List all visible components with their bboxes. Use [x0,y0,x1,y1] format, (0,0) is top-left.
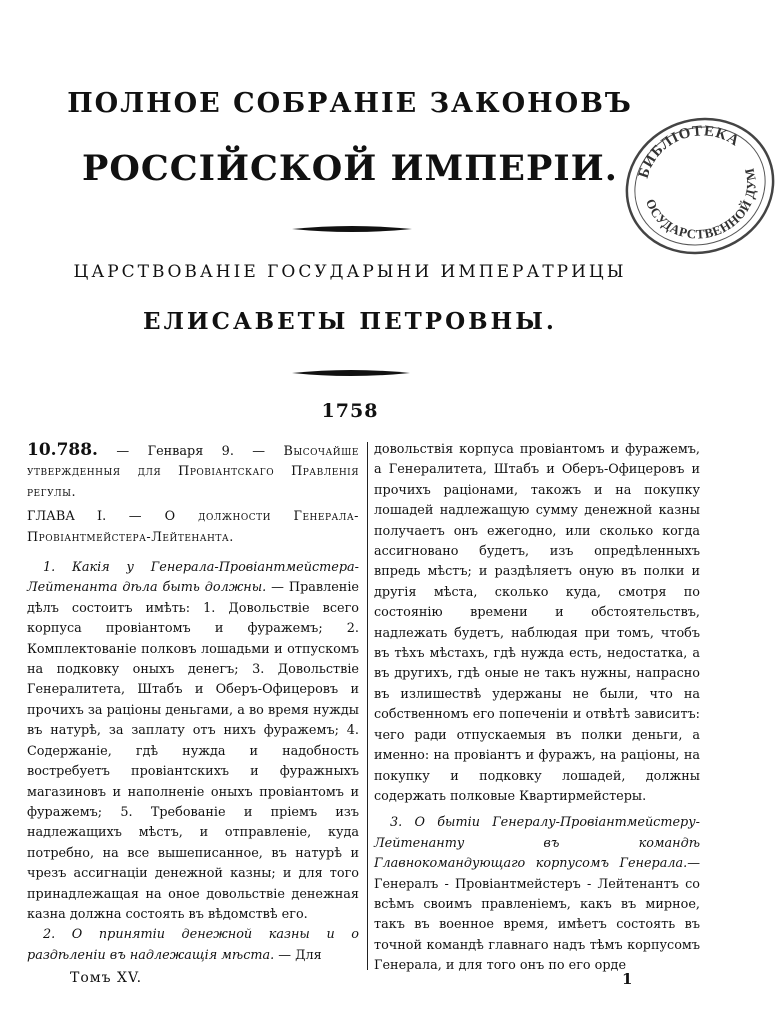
article-1-text: — Правленіе дѣлъ состоитъ имѣть: 1. Довольствіе всего корпуса провіантомъ и фуражемъ; 2. Комплектованіе полковъ лошадьми и отпускомъ на подковку оныхъ денегъ; 3. Довольствіе Генералитета, Штабъ и Оберъ-Офицеровъ и прочихъ за раціоны деньгами, а во время нужды въ натурѣ, за заплату отъ нихъ фуражемъ; 4. Содержаніе, гдѣ нужда и надобность востребуетъ провіантскихъ и фуражныхъ магазиновъ и наполненіе оныхъ провіантомъ и фуражемъ; 5. Требованіе и пріемъ изъ надлежащихъ мѣстъ, и отправленіе, куда потребно, на все вышеписанное, въ натурѣ и чрезъ ассигнаціи денежной казны; и для того принадлежащая на оное довольствіе денежная казна должна состоять въ вѣдомствѣ его. [27,580,359,922]
column-divider [367,442,368,970]
article-2-text: — Для [274,947,322,963]
article-2-continued: довольствія корпуса провіантомъ и фуражемъ, а Генералитета, Штабъ и Оберъ-Офицеровъ и прочихъ раціонами, такожъ и на покупку лошадей надлежащую сумму денежной казны получаетъ онъ ежегодно, или сколько когда ассигновано будетъ, изъ опредѣленныхъ впредь мѣстъ; и раздѣляетъ оную въ полки и другія мѣста, сколько куда, смотря по состоянію времени и обстоятельствъ, надлежать будетъ, наблюдая при томъ, чтобъ въ тѣхъ мѣстахъ, гдѣ нужда есть, недостатка, а въ другихъ, гдѣ оные не такъ нужны, напрасно въ излишествѣ удержаны не были, что на собственномъ его попеченіи и отвѣтѣ зависитъ: чего ради отпускаемыя въ полки деньги, а именно: на провіантъ и фуражъ, на раціоны, на покупку и подковку лошадей, должны содержать полковые Квартирмейстеры. [374,442,700,804]
title-line-1: ПОЛНОЕ СОБРАНІЕ ЗАКОНОВЪ [67,88,633,119]
svg-text:БИБЛІОТЕКА: БИБЛІОТЕКА [635,123,743,181]
left-column [27,440,359,966]
library-stamp [618,100,778,260]
svg-text:ГОСУДАРСТВЕННОЙ ДУМЫ: ГОСУДАРСТВЕННОЙ ДУМЫ [642,166,759,242]
chapter-label: ГЛАВА I. [27,509,107,525]
article-1-heading: 1. Какія у Генерала-Провіантмейстера-Лейтенанта дѣла быть должны. [27,560,359,596]
entry-title: Высочайше утвержденныя для Провіантскаго Правленія регулы. [27,444,359,500]
volume-label: Томъ XV. [70,970,143,986]
entry-date: — Генваря 9. — [97,444,284,459]
article-3 [374,813,700,976]
article-3-text: — Генералъ - Провіантмейстеръ - Лейтенантъ со всѣмъ своимъ правленіемъ, какъ въ мирное, такъ въ военное время, имѣетъ состоять въ точной командѣ главнаго надъ тѣмъ корпусомъ Генерала, и для того онъ по его орде [374,856,700,974]
chapter-header [27,507,359,548]
page-number: 1 [622,970,633,988]
article-2-heading: 2. О принятіи денежной казны и о раздѣленіи въ надлежащія мѣста. [27,927,359,963]
article-2 [27,925,359,966]
chapter-title: — О должности Генерала-Провіантмейстера-Лейтенанта. [27,509,359,545]
right-column [374,440,700,977]
entry-header [27,440,359,503]
reign-line-2: ЕЛИСАВЕТЫ ПЕТРОВНЫ. [143,308,557,335]
article-1 [27,558,359,925]
year-heading: 1758 [321,400,379,422]
title-line-2: РОССІЙСКОЙ ИМПЕРІИ. [82,148,618,189]
entry-number: 10.788. [27,440,98,460]
reign-line-1: ЦАРСТВОВАНІЕ ГОСУДАРЫНИ ИМПЕРАТРИЦЫ [73,262,627,282]
article-3-heading: 3. О бытіи Генералу-Провіантмейстеру-Лейтенанту въ командѣ Главнокомандующаго корпусомъ Генерала. [374,815,700,872]
